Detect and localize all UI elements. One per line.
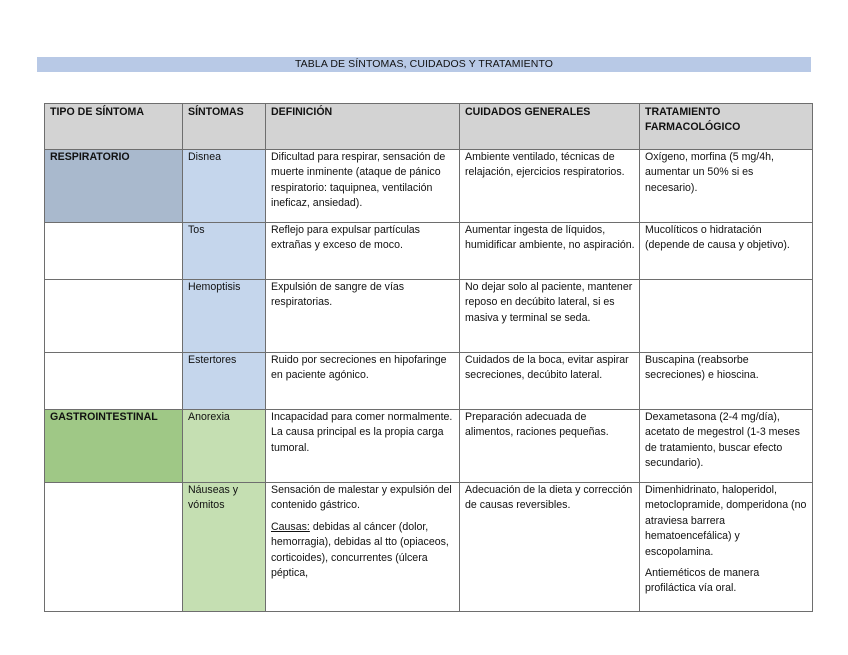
care-cell: Adecuación de la dieta y corrección de causas reversibles.: [460, 483, 640, 612]
type-cell: [45, 483, 183, 612]
treatment-cell: Oxígeno, morfina (5 mg/4h, aumentar un 50% si es necesario).: [640, 150, 813, 223]
table-row: [45, 223, 813, 280]
table-row: [45, 353, 813, 410]
table-row: [45, 150, 813, 223]
definition-text: Sensación de malestar y expulsión del contenido gástrico.: [271, 484, 452, 512]
table-row: [45, 280, 813, 353]
type-cell: [45, 353, 183, 410]
definition-cell: Expulsión de sangre de vías respiratorias.: [266, 280, 460, 353]
symptom-cell: Hemoptisis: [183, 280, 266, 353]
care-cell: Aumentar ingesta de líquidos, humidificar ambiente, no aspiración.: [460, 223, 640, 280]
symptom-cell: Disnea: [183, 150, 266, 223]
treatment-cell: Buscapina (reabsorbe secreciones) e hioscina.: [640, 353, 813, 410]
treatment-text: Dimenhidrinato, haloperidol, metoclopramide, domperidona (no atraviesa barrera hematoencefálica) y escopolamina.: [645, 484, 807, 558]
symptom-cell: Náuseas y vómitos: [183, 483, 266, 612]
symptoms-table: [44, 103, 813, 612]
type-cell: RESPIRATORIO: [45, 150, 183, 223]
treatment-cell: [640, 483, 813, 612]
treatment-cell: Dexametasona (2-4 mg/día), acetato de megestrol (1-3 meses de tratamiento, buscar efecto secundario).: [640, 410, 813, 483]
type-cell: [45, 280, 183, 353]
symptom-cell: Tos: [183, 223, 266, 280]
type-cell: GASTROINTESTINAL: [45, 410, 183, 483]
header-cuidados: CUIDADOS GENERALES: [460, 104, 640, 150]
definition-cell: Reflejo para expulsar partículas extrañas y exceso de moco.: [266, 223, 460, 280]
header-tipo: TIPO DE SÍNTOMA: [45, 104, 183, 150]
care-cell: Ambiente ventilado, técnicas de relajación, ejercicios respiratorios.: [460, 150, 640, 223]
header-definicion: DEFINICIÓN: [266, 104, 460, 150]
causes-label: Causas:: [271, 520, 310, 533]
definition-cell: Incapacidad para comer normalmente. La causa principal es la propia carga tumoral.: [266, 410, 460, 483]
header-sintomas: SÍNTOMAS: [183, 104, 266, 150]
definition-cell: [266, 483, 460, 612]
care-cell: No dejar solo al paciente, mantener reposo en decúbito lateral, si es masiva y terminal se seda.: [460, 280, 640, 353]
table-row: [45, 483, 813, 612]
definition-causes: [271, 520, 455, 582]
symptom-cell: Anorexia: [183, 410, 266, 483]
definition-cell: Dificultad para respirar, sensación de muerte inminente (ataque de pánico respiratorio: taquipnea, ventilación ineficaz, ansiedad).: [266, 150, 460, 223]
treatment-cell: [640, 280, 813, 353]
care-cell: Preparación adecuada de alimentos, raciones pequeñas.: [460, 410, 640, 483]
document-title: TABLA DE SÍNTOMAS, CUIDADOS Y TRATAMIENTO: [37, 57, 811, 72]
treatment-cell: Mucolíticos o hidratación (depende de causa y objetivo).: [640, 223, 813, 280]
table-row: [45, 410, 813, 483]
type-cell: [45, 223, 183, 280]
treatment-extra: Antieméticos de manera profiláctica vía oral.: [645, 567, 760, 595]
table-header-row: [45, 104, 813, 150]
header-tratamiento: TRATAMIENTO FARMACOLÓGICO: [640, 104, 813, 150]
care-cell: Cuidados de la boca, evitar aspirar secreciones, decúbito lateral.: [460, 353, 640, 410]
symptom-cell: Estertores: [183, 353, 266, 410]
definition-cell: Ruido por secreciones en hipofaringe en paciente agónico.: [266, 353, 460, 410]
causes-text: debidas al cáncer (dolor, hemorragia), debidas al tto (opiaceos, corticoides), concurrentes (úlcera péptica,: [271, 520, 449, 580]
